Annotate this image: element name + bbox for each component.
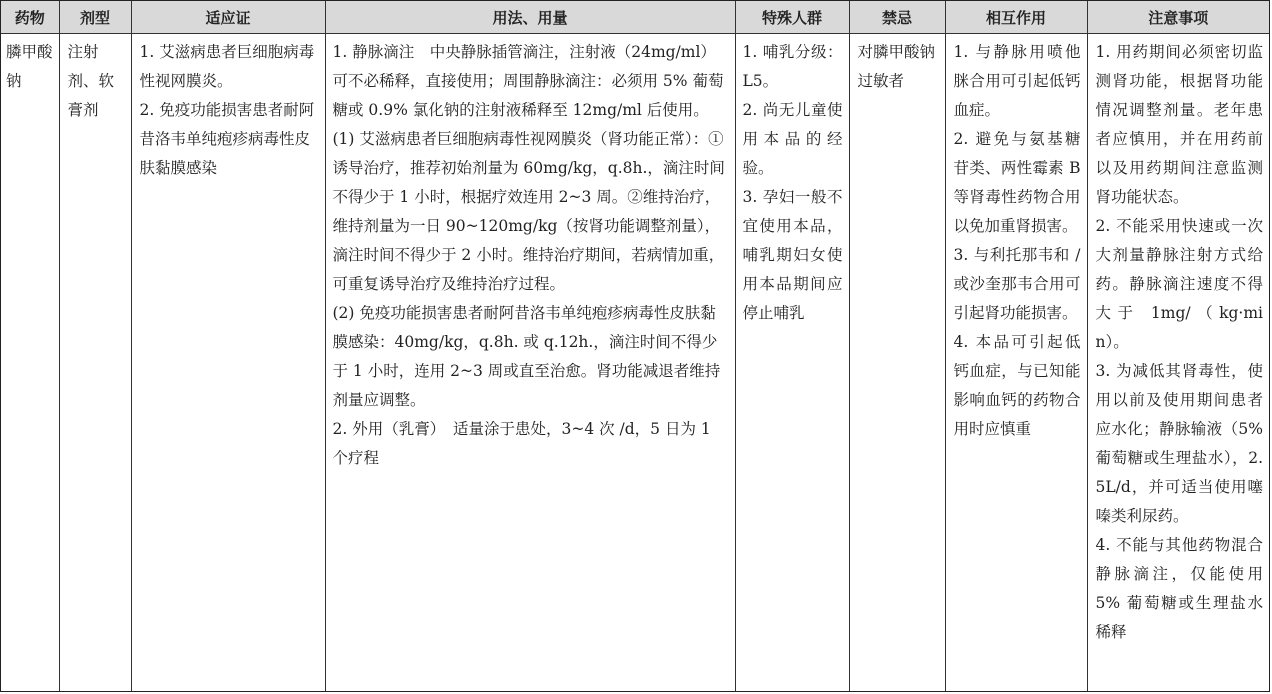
header-form: 剂型 [59,1,131,34]
header-special-population: 特殊人群 [735,1,849,34]
table-header-row [1,1,1269,34]
special-item: 1. 哺乳分级：L5。 [742,43,843,90]
interaction-item: 4. 本品可引起低钙血症，与已知能影响血钙的药物合用时应慎重 [953,333,1081,438]
usage-item: (2) 免疫功能损害患者耐阿昔洛韦单纯疱疹病毒性皮肤黏膜感染：40mg/kg，q.8h. 或 q.12h.，滴注时间不得少于 1 小时，连用 2~3 周或直至治愈。肾功能减退者维持剂量应调整。 [332,304,721,409]
cell-contraindication: 对膦甲酸钠过敏者 [849,34,945,692]
header-interaction: 相互作用 [945,1,1087,34]
header-usage: 用法、用量 [325,1,735,34]
drug-info-table [1,1,1269,691]
precaution-item: 1. 用药期间必须密切监测肾功能，根据肾功能情况调整剂量。老年患者应慎用，并在用药前以及用药期间注意监测肾功能状态。 [1095,43,1263,206]
cell-precautions [1087,34,1269,692]
special-item: 2. 尚无儿童使用本品的经验。 [742,101,843,177]
special-item: 3. 孕妇一般不宜使用本品，哺乳期妇女使用本品期间应停止哺乳 [742,188,843,322]
cell-drug: 膦甲酸钠 [1,34,59,692]
cell-form: 注射剂、软膏剂 [59,34,131,692]
cell-indication [131,34,325,692]
cell-interaction [945,34,1087,692]
header-drug: 药物 [1,1,59,34]
precaution-item: 2. 不能采用快速或一次大剂量静脉注射方式给药。静脉滴注速度不得大于 1mg/（kg·min）。 [1095,217,1263,351]
table-row [1,34,1269,692]
cell-usage [325,34,735,692]
indication-item: 1. 艾滋病患者巨细胞病毒性视网膜炎。 [139,43,315,90]
indication-item: 2. 免疫功能损害患者耐阿昔洛韦单纯疱疹病毒性皮肤黏膜感染 [139,101,315,177]
usage-item: (1) 艾滋病患者巨细胞病毒性视网膜炎（肾功能正常）：①诱导治疗，推荐初始剂量为 60mg/kg，q.8h.，滴注时间不得少于 1 小时，根据疗效连用 2~3 周。②维持治疗，维持剂量为一日 90~120mg/kg（按肾功能调整剂量），滴注时间不得少于 2 小时。维持治疗期间，若病情加重，可重复诱导治疗及维持治疗过程。 [332,130,725,293]
interaction-item: 3. 与利托那韦和 / 或沙奎那韦合用可引起肾功能损害。 [953,246,1081,322]
interaction-item: 1. 与静脉用喷他脒合用可引起低钙血症。 [953,43,1081,119]
usage-item: 1. 静脉滴注 中央静脉插管滴注，注射液（24mg/ml）可不必稀释，直接使用；周围静脉滴注：必须用 5% 葡萄糖或 0.9% 氯化钠的注射液稀释至 12mg/ml 后使用。 [332,43,724,119]
header-precautions: 注意事项 [1087,1,1269,34]
precaution-item: 3. 为减低其肾毒性，使用以前及使用期间患者应水化；静脉输液（5% 葡萄糖或生理盐水），2.5L/d，并可适当使用噻嗪类利尿药。 [1095,362,1263,525]
cell-special-population [735,34,849,692]
interaction-item: 2. 避免与氨基糖苷类、两性霉素 B 等肾毒性药物合用以免加重肾损害。 [953,130,1081,235]
header-indication: 适应证 [131,1,325,34]
header-contraindication: 禁忌 [849,1,945,34]
precaution-item: 4. 不能与其他药物混合静脉滴注，仅能使用 5% 葡萄糖或生理盐水稀释 [1095,536,1263,641]
usage-item: 2. 外用（乳膏） 适量涂于患处，3~4 次 /d，5 日为 1 个疗程 [332,420,711,467]
